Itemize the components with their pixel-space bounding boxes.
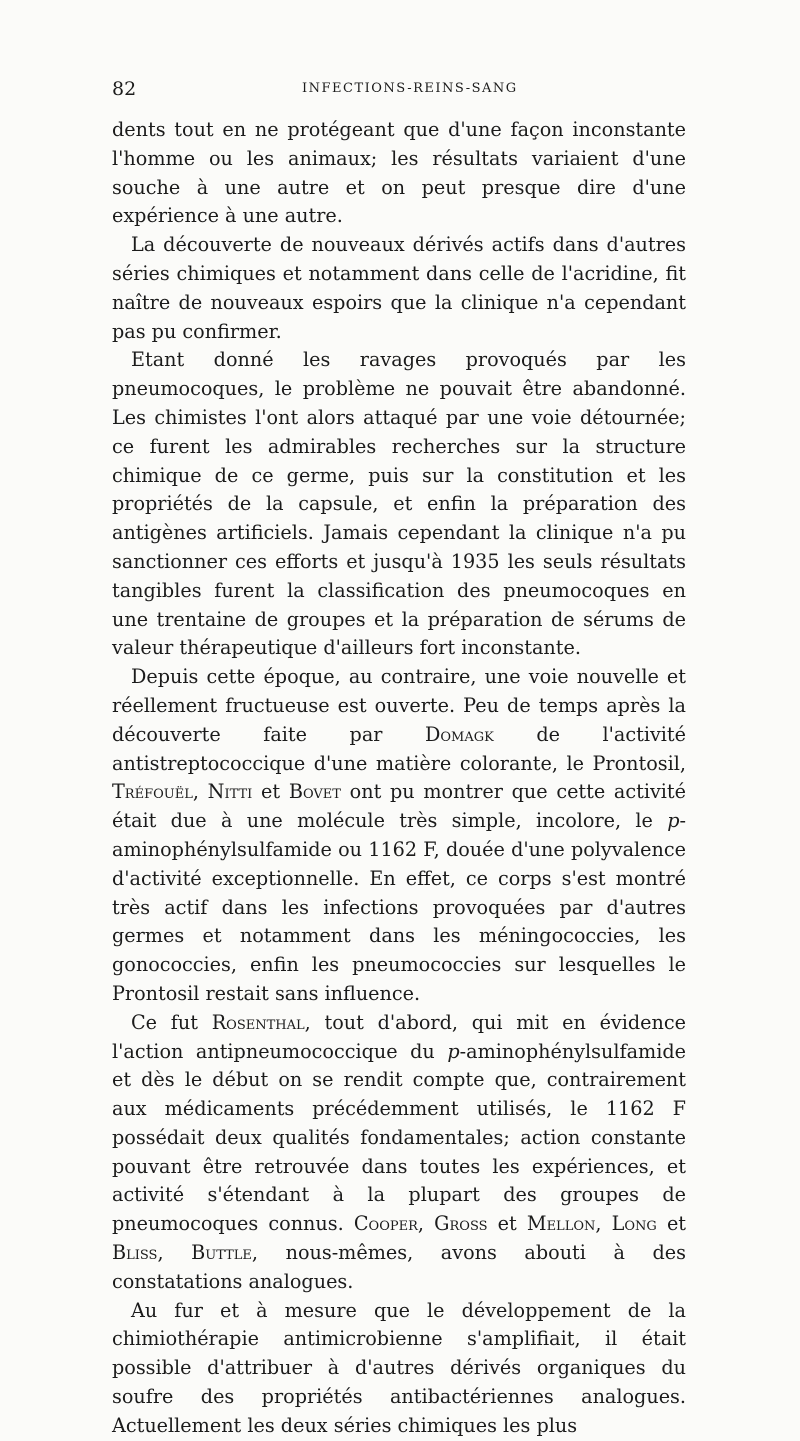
author-name: Nitti (207, 780, 253, 804)
paragraph-text: Ce fut (131, 1010, 212, 1034)
author-name: Domagk (424, 722, 494, 746)
paragraph-text: de l'activité antistreptococcique d'une matière colorante, le Prontosil, (112, 722, 686, 775)
paragraph-text: et (656, 1212, 687, 1236)
italic-text: p (447, 1039, 460, 1063)
paragraph (112, 231, 686, 346)
author-name: Gross (434, 1212, 488, 1236)
body-text (112, 116, 686, 1441)
author-name: Buttle (191, 1241, 252, 1265)
paragraph-text: , (417, 1212, 435, 1236)
paragraph-text: La découverte de nouveaux dérivés actifs dans d'autres séries chimiques et notamment dans celle de l'acridine, fit naître de nouveaux espoirs que la clinique n'a cependant pas pu confirmer. (112, 233, 686, 343)
italic-text: p (667, 809, 680, 833)
paragraph (112, 1009, 686, 1297)
paragraph-text: et (487, 1212, 527, 1236)
running-head: INFECTIONS-REINS-SANG (302, 81, 518, 96)
paragraph-text: Etant donné les ravages provoqués par les pneumocoques, le problème ne pouvait être abandonné. Les chimistes l'ont alors attaqué par une voie détournée; ce furent les admirables recherches sur la structure chimique de ce germe, puis sur la constitution et les propriétés de la capsule, et enfin la préparation des antigènes artificiels. Jamais cependant la clinique n'a pu sanctionner ces efforts et jusqu'à 1935 les seuls résultats tangibles furent la classification des pneumocoques en une trentaine de groupes et la préparation de sérums de valeur thérapeutique d'ailleurs fort inconstante. (112, 348, 686, 660)
paragraph (112, 116, 686, 231)
author-name: Rosenthal (211, 1010, 305, 1034)
paragraph-text: , (157, 1241, 192, 1265)
paragraph-text: -aminophénylsulfamide et dès le début on se rendit compte que, contrairement aux médicaments précédemment utilisés, le 1162 F possédait deux qualités fondamentales; action constante pouvant être retrouvée dans toutes les expériences, et activité s'étendant à la plupart des groupes de pneumocoques connus. (112, 1039, 686, 1236)
paragraph-text: Au fur et à mesure que le développement de la chimiothérapie antimicrobienne s'amplifiait, il était possible d'attribuer à d'autres dérivés organiques du soufre des propriétés antibactériennes analogues. Actuellement les deux séries chimiques les plus (112, 1298, 686, 1437)
paragraph-text: et (252, 780, 289, 804)
paragraph-text: , (595, 1212, 612, 1236)
author-name: Mellon (526, 1212, 596, 1236)
paragraph-text: , tout d'abord, qui mit en évidence l'action antipneumococcique du (112, 1010, 686, 1063)
paragraph (112, 663, 686, 1009)
author-name: Cooper (353, 1212, 418, 1236)
paragraph-text: ont pu montrer que cette activité était due à une molécule très simple, incolore, le (112, 780, 686, 833)
paragraph-text: , (192, 780, 208, 804)
paragraph (112, 1297, 686, 1441)
paragraph-text: dents tout en ne protégeant que d'une façon inconstante l'homme ou les animaux; les résultats variaient d'une souche à une autre et on peut presque dire d'une expérience à une autre. (112, 118, 686, 228)
author-name: Bovet (288, 780, 341, 804)
paragraph-text: Depuis cette époque, au contraire, une voie nouvelle et réellement fructueuse est ouverte. Peu de temps après la découverte faite par (112, 665, 686, 746)
page-header (112, 78, 686, 102)
paragraph (112, 346, 686, 663)
author-name: Long (611, 1212, 657, 1236)
author-name: Tréfouël (112, 780, 193, 804)
paragraph-text: -aminophénylsulfamide ou 1162 F, douée d'une polyvalence d'activité exceptionnelle. En effet, ce corps s'est montré très actif dans les infections provoquées par d'autres germes et notamment dans les méningococcies, les gonococcies, enfin les pneumococcies sur lesquelles le Prontosil restait sans influence. (112, 809, 686, 1005)
page-number: 82 (112, 78, 137, 100)
author-name: Bliss (112, 1241, 158, 1265)
paragraph-text: , nous-mêmes, avons abouti à des constatations analogues. (112, 1241, 686, 1293)
